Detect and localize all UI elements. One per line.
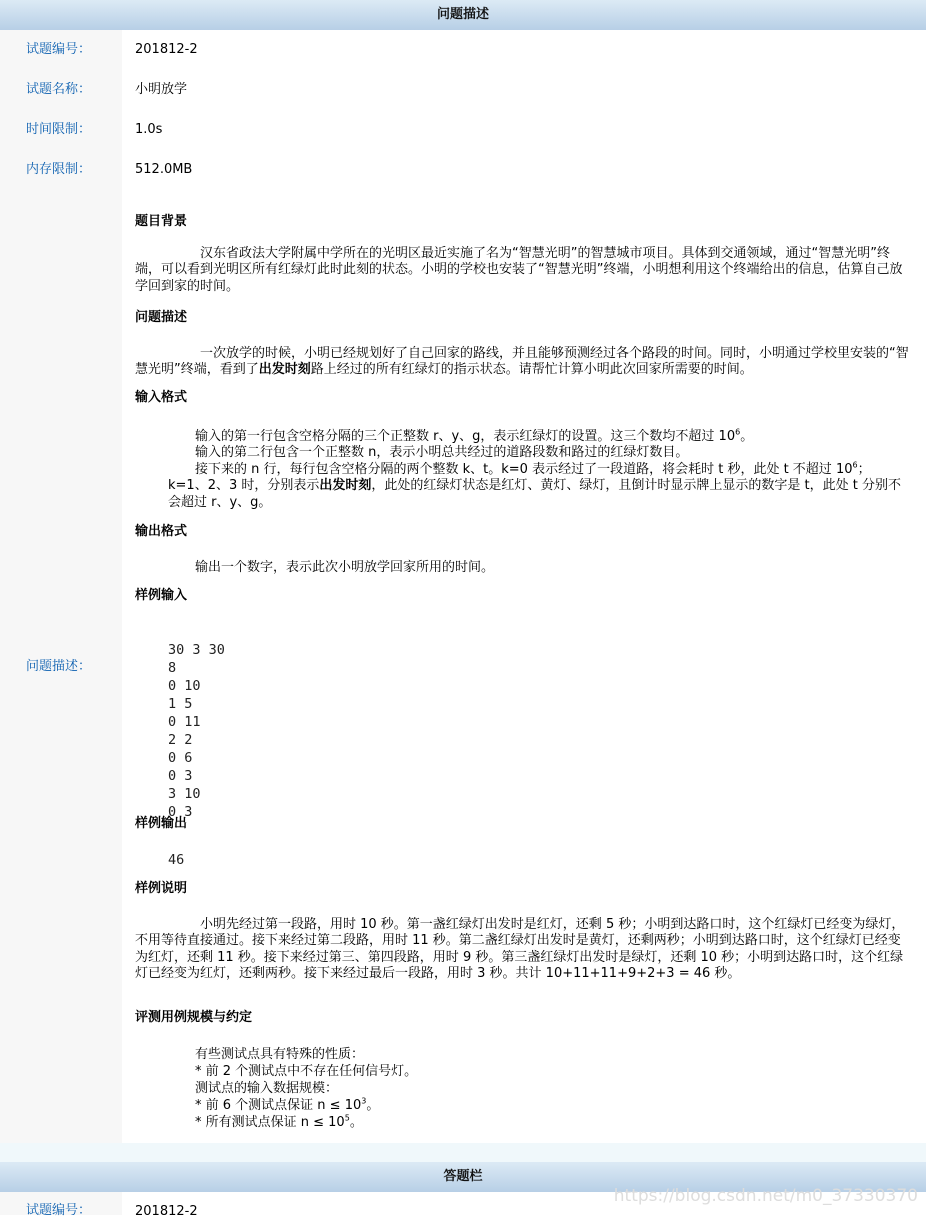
sample-input-code: 30 3 30 8 0 10 1 5 0 11 2 2 0 6 0 3 3 10 0 3 — [168, 642, 225, 820]
heading-sample-output: 样例输出 — [135, 816, 188, 831]
label-column — [0, 30, 122, 1143]
background-text: 汉东省政法大学附属中学所在的光明区最近实施了名为“智慧光明”的智慧城市项目。具体到交通领域，通过“智慧光明”终端，可以看到光明区所有红绿灯此时此刻的状态。小明的学校也安装了“智慧光明”终端，小明想利用这个终端给出的信息，估算自己放学回到家的时间。 — [135, 246, 903, 294]
label-name: 试题名称： — [26, 82, 92, 97]
heading-sample-input: 样例输入 — [135, 588, 188, 603]
heading-input: 输入格式 — [135, 390, 188, 405]
input-text: 输入的第一行包含空格分隔的三个正整数 r、y、g，表示红绿灯的设置。这三个数均不超过 $10^6$。 输入的第二行包含一个正整数 n，表示小明总共经过的道路段数和路过的红绿灯数目。 接下来的 n 行，每行包含空格分隔的两个整数 k、t。k=0 表示经过了一段道路，将会耗时 t 秒，此处 t 不超过 $10^6$；k=1、2、3 时，分别表示出发时刻，此处的红绿灯状态是红灯、黄灯、绿灯，且倒计时显示牌上显示的数字是 t，此处 t 分别不会超过 r、y、g。 — [168, 427, 901, 510]
label-time: 时间限制： — [26, 122, 92, 137]
value-id: 201812-2 — [135, 42, 198, 57]
explanation-text: 小明先经过第一段路，用时 10 秒。第一盏红绿灯出发时是红灯，还剩 5 秒；小明到达路口时，这个红绿灯已经变为绿灯，不用等待直接通过。接下来经过第二段路，用时 11 秒。第二盏红绿灯出发时是黄灯，还剩两秒；小明到达路口时，这个红绿灯已经变为红灯，还剩 11 秒。接下来经过第三、第四段路，用时 9 秒。第三盏红绿灯出发时是绿灯，还剩 10 秒；小明到达路口时，这个红绿灯已经变为红灯，还剩两秒。接下来经过最后一段路，用时 3 秒。共计 10+11+11+9+2+3 = 46 秒。 — [135, 917, 905, 982]
value-name: 小明放学 — [135, 82, 188, 97]
value-memory: 512.0MB — [135, 162, 193, 177]
section-header-answer: 答题栏 — [0, 1162, 926, 1192]
heading-output: 输出格式 — [135, 524, 188, 539]
output-text: 输出一个数字，表示此次小明放学回家所用的时间。 — [195, 560, 495, 575]
heading-scale: 评测用例规模与约定 — [135, 1010, 253, 1025]
answer-label-id: 试题编号： — [26, 1203, 92, 1218]
value-time: 1.0s — [135, 122, 163, 137]
section-header-problem: 问题描述 — [0, 0, 926, 30]
label-id: 试题编号： — [26, 42, 92, 57]
problem-text: 一次放学的时候，小明已经规划好了自己回家的路线，并且能够预测经过各个路段的时间。同时，小明通过学校里安装的“智慧光明”终端，看到了出发时刻路上经过的所有红绿灯的指示状态。请帮忙计算小明此次回家所需要的时间。 — [135, 346, 909, 378]
section-gap — [0, 1143, 926, 1162]
heading-problem: 问题描述 — [135, 310, 188, 325]
label-memory: 内存限制： — [26, 162, 92, 177]
scale-text: 有些测试点具有特殊的性质： * 前 2 个测试点中不存在任何信号灯。 测试点的输入数据规模： * 前 6 个测试点保证 $n \le 10^3$。 * 所有测试点保证 $n \le 10^5$。 — [195, 1047, 418, 1130]
heading-background: 题目背景 — [135, 214, 188, 229]
sample-output-code: 46 — [168, 852, 185, 868]
answer-value-id: 201812-2 — [135, 1204, 198, 1219]
label-description: 问题描述： — [26, 659, 92, 674]
watermark: https://blog.csdn.net/m0_37330370 — [613, 1186, 918, 1206]
heading-explanation: 样例说明 — [135, 881, 188, 896]
